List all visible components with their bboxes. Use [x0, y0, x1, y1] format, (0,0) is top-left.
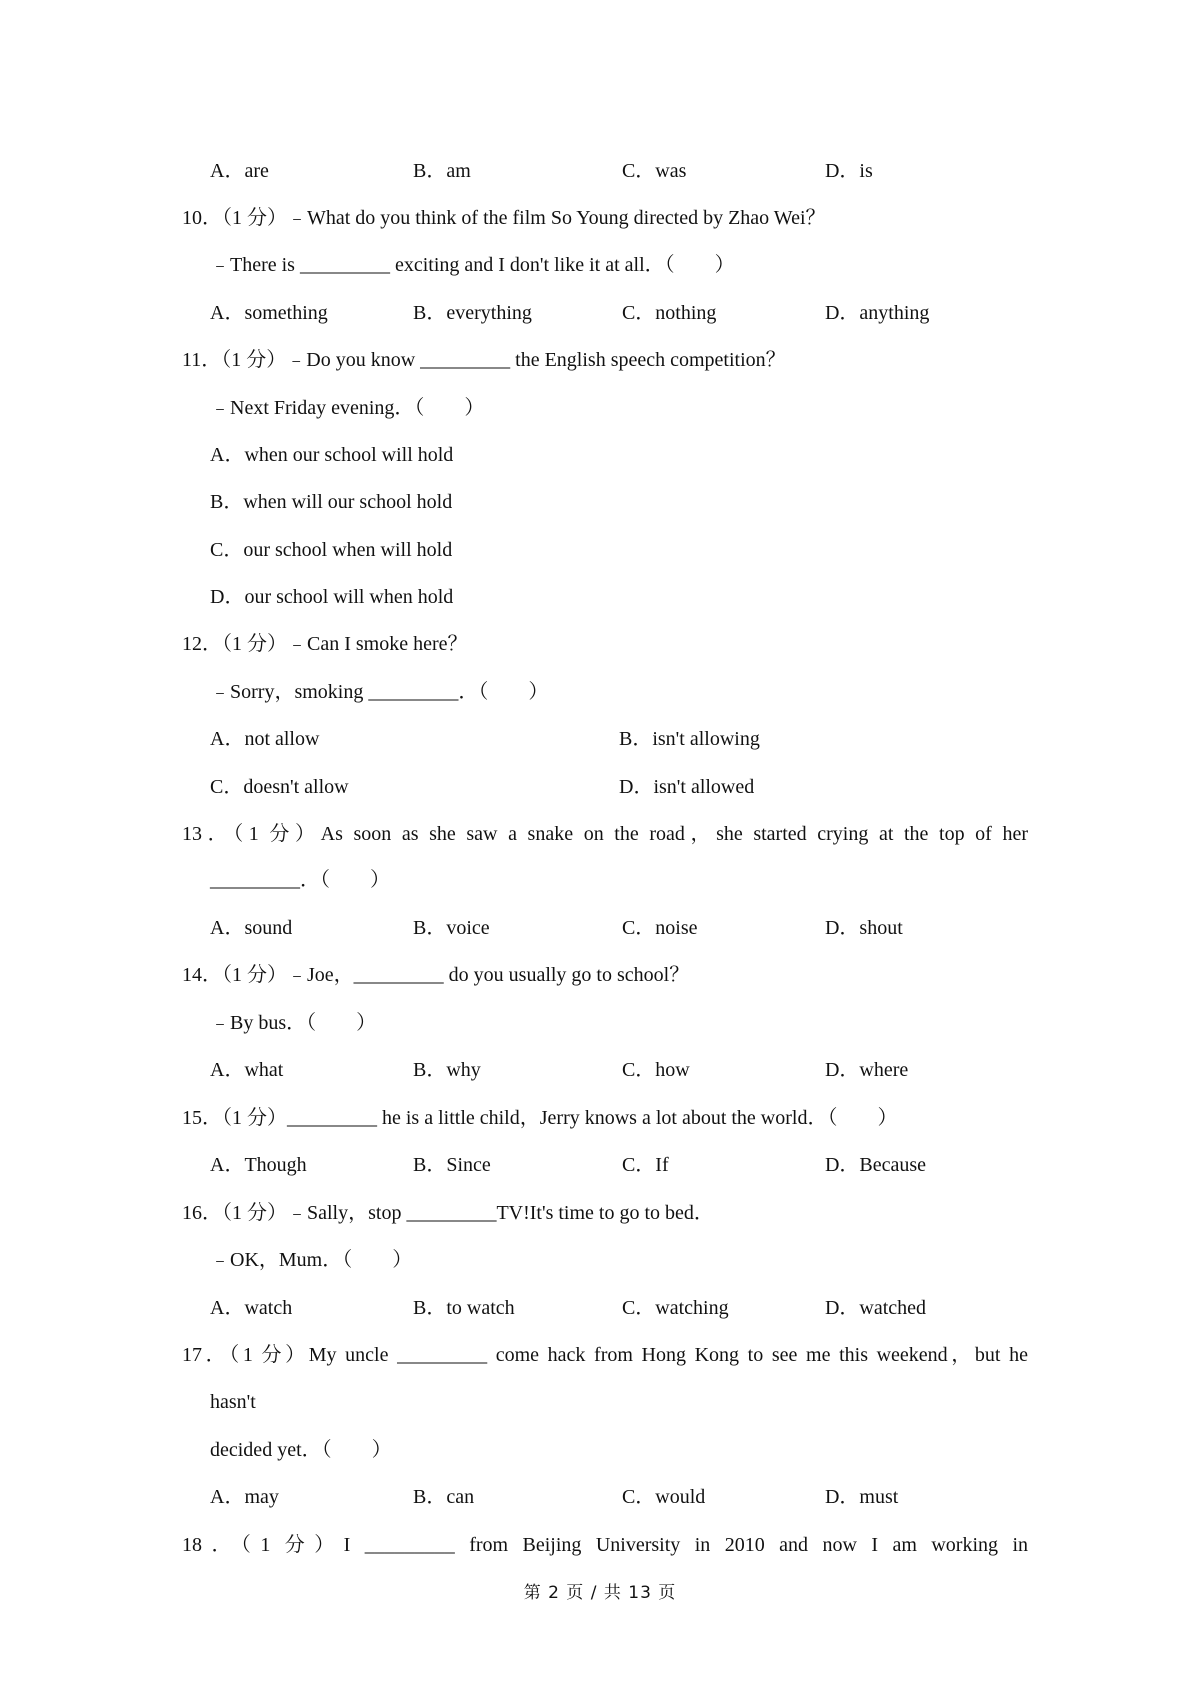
q13-options — [210, 915, 1028, 941]
q17-option-b: B．can — [413, 1486, 475, 1508]
q17-question: 17．（1 分）My uncle _________ come hack from Hong Kong to see me this weekend，but he — [182, 1344, 1028, 1366]
q16-options — [210, 1295, 1028, 1321]
q16-option-c: C．watching — [621, 1297, 729, 1319]
q16-option-a: A．watch — [210, 1297, 293, 1319]
q13-question: 13．（1 分）As soon as she saw a snake on the road，she started crying at the top of her — [182, 823, 1028, 845]
q13-option-d: D．shout — [824, 917, 903, 939]
q17-question-cont: hasn't — [210, 1391, 256, 1413]
q12-options-row1 — [210, 726, 1028, 752]
q18-question: 18．（1 分）I _________ from Beijing University in 2010 and now I am working in — [182, 1534, 1028, 1556]
q13-option-a: A．sound — [210, 917, 293, 939]
q11-option-c: C．our school when will hold — [210, 539, 453, 561]
q10-option-a: A．something — [210, 302, 328, 324]
q10-options — [210, 300, 1028, 326]
q10-option-c: C．nothing — [621, 302, 717, 324]
q11-option-b: B．when will our school hold — [210, 491, 453, 513]
q13-option-b: B．voice — [413, 917, 490, 939]
q16-question: 16．（1 分）﹣Sally，stop _________TV!It's time to go to bed． — [182, 1202, 714, 1224]
q17-question-cont2: decided yet．（ ） — [210, 1439, 392, 1461]
q15-options — [210, 1152, 1028, 1178]
q15-question: 15．（1 分）_________ he is a little child，Jerry knows a lot about the world．（ ） — [182, 1107, 898, 1129]
q10-answer-line: ﹣There is _________ exciting and I don't like it at all．（ ） — [210, 254, 735, 276]
q16-option-b: B．to watch — [413, 1297, 515, 1319]
q14-answer-line: ﹣By bus．（ ） — [210, 1012, 377, 1034]
q17-option-a: A．may — [210, 1486, 279, 1508]
q15-option-c: C．If — [621, 1154, 669, 1176]
q14-question: 14．（1 分）﹣Joe，_________ do you usually go to school？ — [182, 964, 690, 986]
q10-option-b: B．everything — [413, 302, 532, 324]
q16-answer-line: ﹣OK，Mum．（ ） — [210, 1249, 413, 1271]
q12-option-a: A．not allow — [210, 728, 320, 750]
q14-options — [210, 1057, 1028, 1083]
q14-option-c: C．how — [621, 1059, 690, 1081]
q14-option-b: B．why — [413, 1059, 481, 1081]
q15-option-d: D．Because — [824, 1154, 927, 1176]
q11-option-a: A．when our school will hold — [210, 444, 454, 466]
q9-option-b: B．am — [413, 160, 471, 182]
q9-option-d: D．is — [824, 160, 873, 182]
q15-option-b: B．Since — [413, 1154, 491, 1176]
q11-answer-line: ﹣Next Friday evening．（ ） — [210, 397, 485, 419]
q12-answer-line: ﹣Sorry，smoking _________．（ ） — [210, 681, 549, 703]
q13-option-c: C．noise — [621, 917, 698, 939]
q17-option-d: D．must — [824, 1486, 899, 1508]
q17-option-c: C．would — [621, 1486, 706, 1508]
q12-option-c: C．doesn't allow — [210, 776, 349, 798]
q15-option-a: A．Though — [210, 1154, 307, 1176]
q16-option-d: D．watched — [824, 1297, 927, 1319]
q11-question: 11．（1 分）﹣Do you know _________ the English speech competition？ — [182, 349, 786, 371]
q14-option-a: A．what — [210, 1059, 284, 1081]
q13-question-cont: _________．（ ） — [210, 869, 390, 891]
q12-option-d: D．isn't allowed — [619, 776, 755, 798]
q9-option-a: A．are — [210, 160, 269, 182]
q9-options — [210, 158, 1028, 184]
q12-options-row2 — [210, 774, 1028, 800]
q14-option-d: D．where — [824, 1059, 909, 1081]
q10-option-d: D．anything — [824, 302, 930, 324]
q10-question: 10．（1 分）﹣What do you think of the film So Young directed by Zhao Wei？ — [182, 207, 826, 229]
q9-option-c: C．was — [621, 160, 687, 182]
q12-option-b: B．isn't allowing — [619, 728, 760, 750]
q17-options — [210, 1484, 1028, 1510]
page-number-footer: 第 2 页 / 共 13 页 — [523, 1583, 677, 1603]
q11-option-d: D．our school will when hold — [210, 586, 454, 608]
q12-question: 12．（1 分）﹣Can I smoke here？ — [182, 633, 468, 655]
